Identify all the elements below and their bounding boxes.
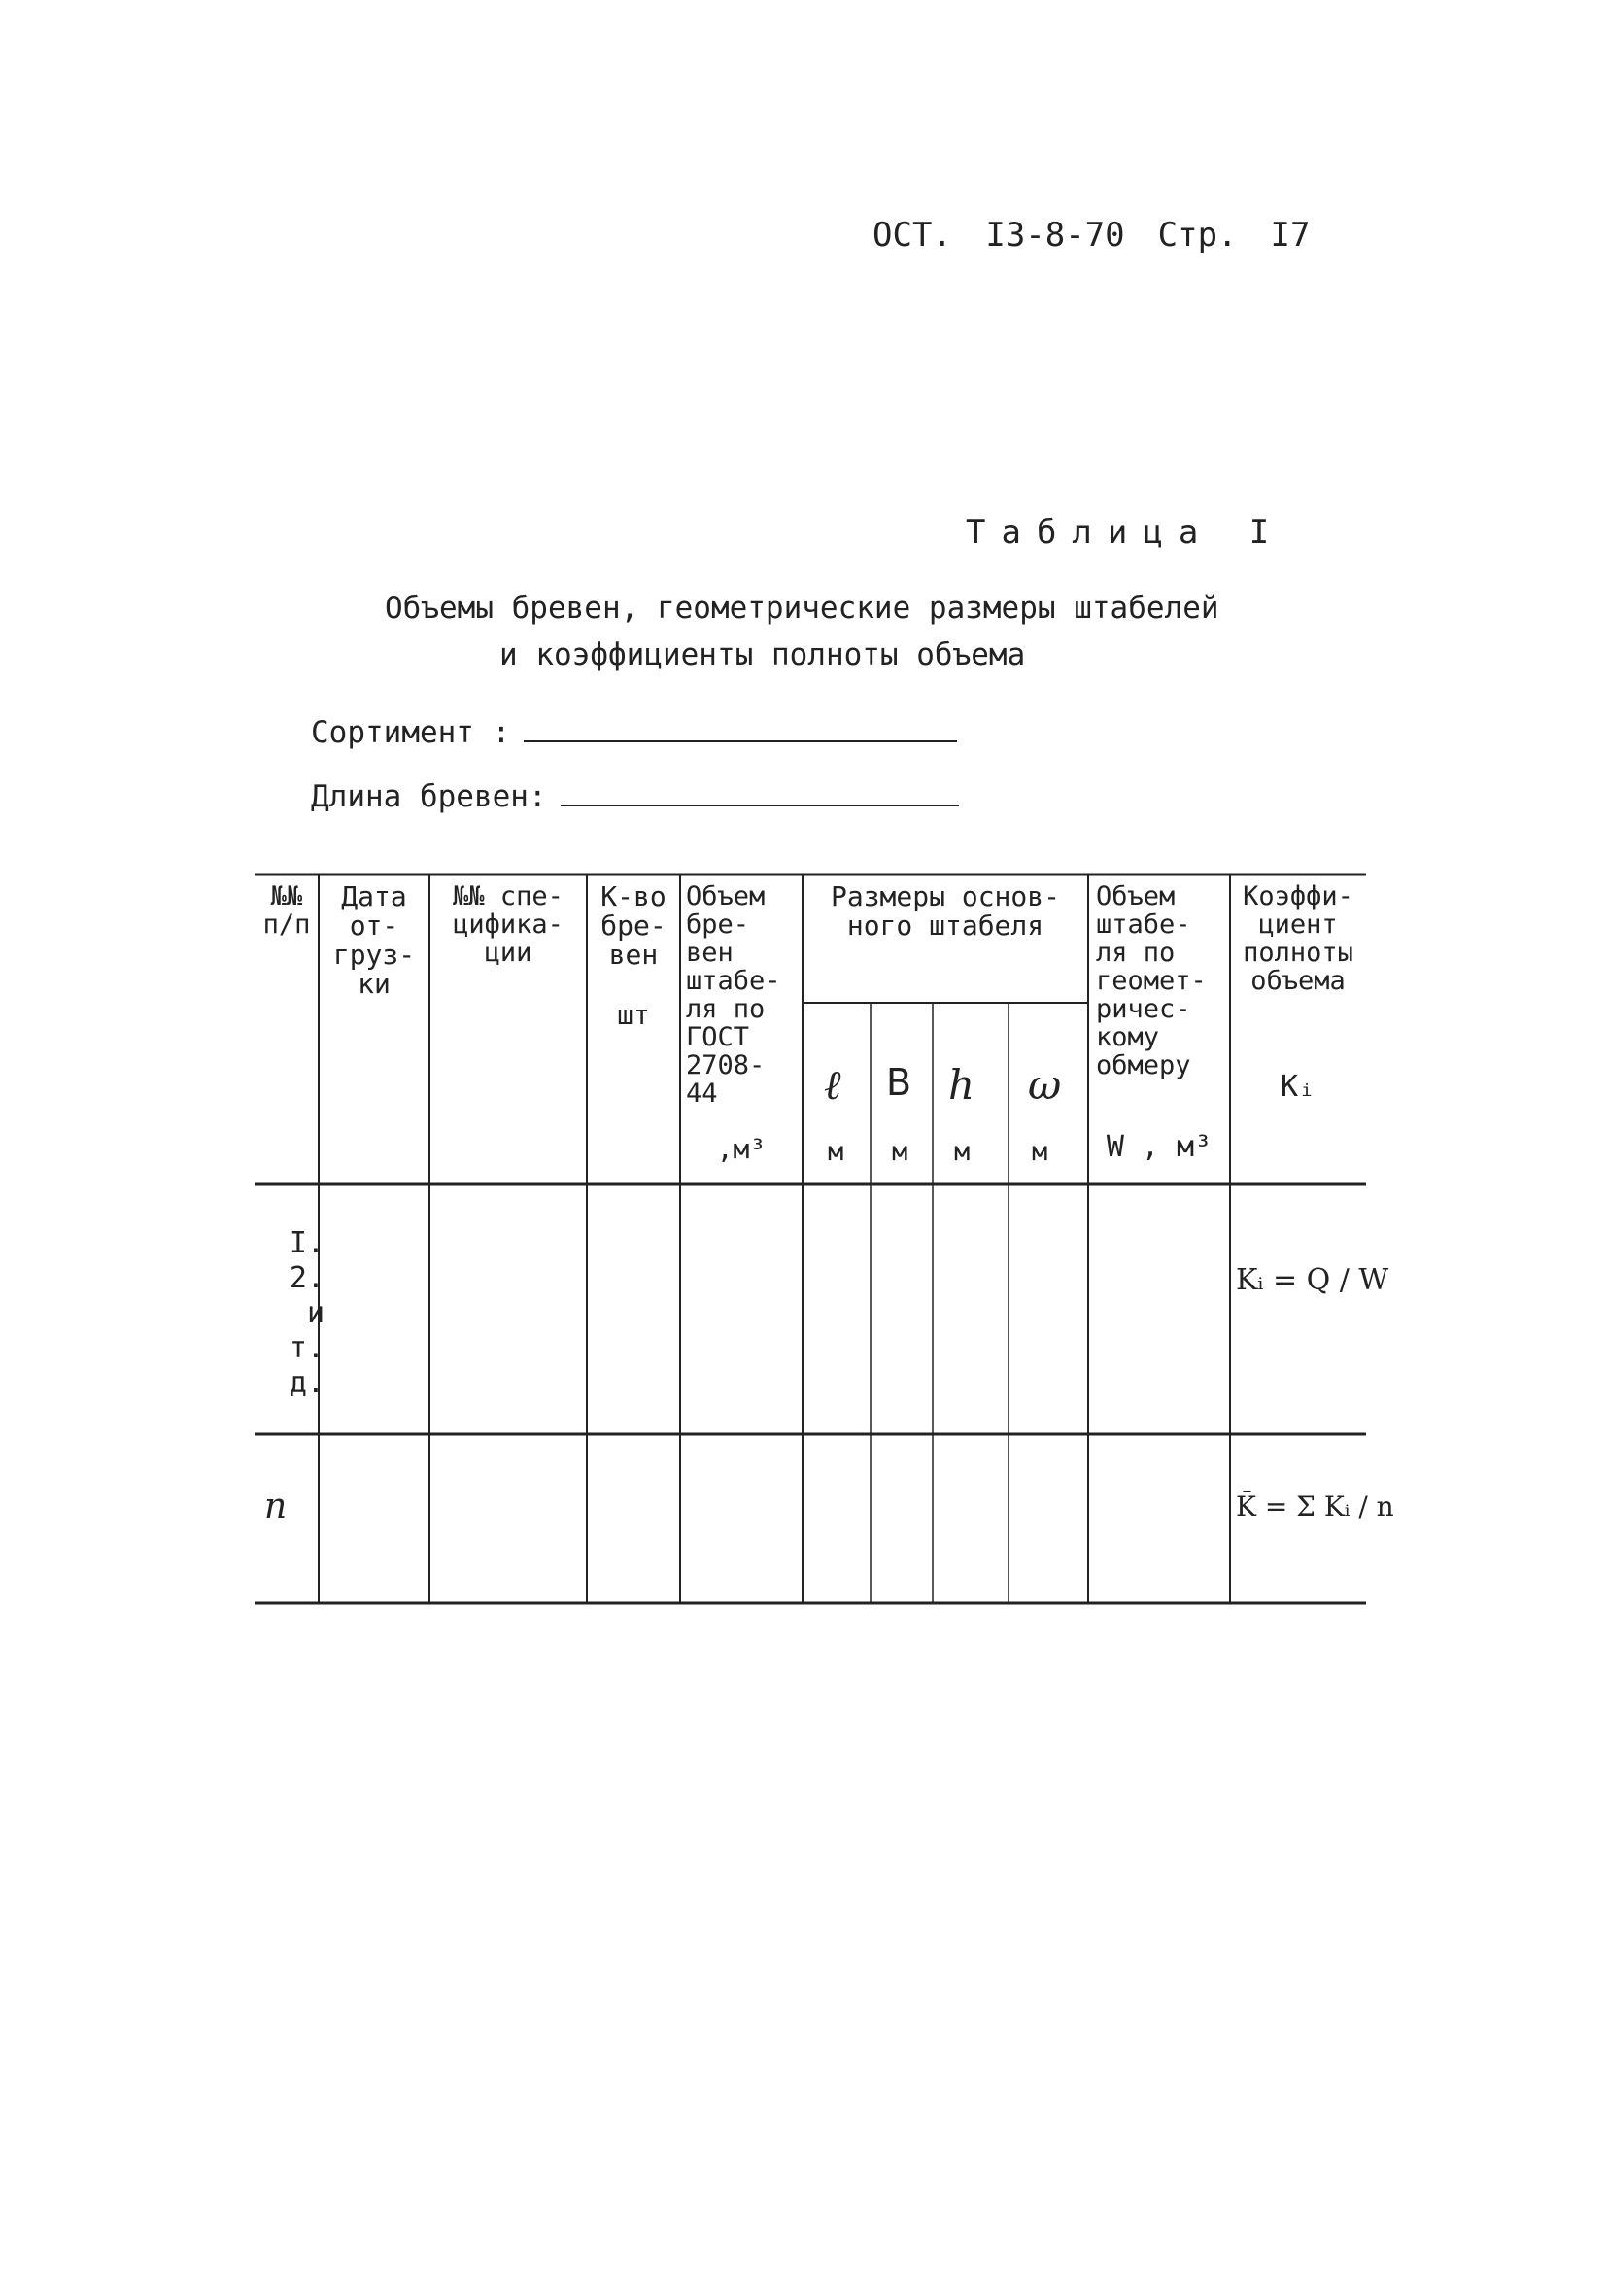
row1-formula: Kᵢ = Q / W <box>1236 1263 1389 1297</box>
row2-formula: K̄ = Σ Kᵢ / n <box>1236 1491 1394 1523</box>
col-header-number: №№ п/п <box>262 881 311 940</box>
dim-l-symbol: ℓ <box>824 1061 841 1109</box>
dim-h-symbol: h <box>948 1061 975 1109</box>
col-header-count-unit: шт <box>617 999 650 1031</box>
dim-b-symbol: B <box>886 1061 912 1104</box>
col-header-geom-volume-unit: W , м³ <box>1106 1130 1213 1164</box>
col-header-dims-group: Размеры основ- ного штабеля <box>830 880 1060 942</box>
col-header-volume: Объем бре- вен штабе- ля по ГОСТ 2708- 44 <box>686 881 781 1109</box>
col-header-geom-volume: Объем штабе- ля по геомет- ричес- кому обмеру <box>1096 881 1207 1080</box>
row1-numbers: I. 2. и т. д. <box>289 1226 325 1400</box>
dim-h-unit: м <box>954 1137 971 1167</box>
table-title-line-1: Объемы бревен, геометрические размеры штабелей <box>385 591 1219 626</box>
col-header-volume-unit: ,м³ <box>716 1133 767 1165</box>
col-header-coef-symbol: Kᵢ <box>1280 1070 1316 1104</box>
dim-l-unit: м <box>828 1137 844 1167</box>
table-title-line-2: и коэффициенты полноты объема <box>499 637 1026 672</box>
doc-code: ОСТ. I3-8-70 <box>872 216 1125 255</box>
col-header-date: Дата от- груз- ки <box>332 880 416 1000</box>
col-header-coef: Коэффи- циент полноты объема <box>1243 881 1353 996</box>
dim-w-unit: м <box>1032 1137 1048 1167</box>
page-prefix: Стр. <box>1157 216 1238 255</box>
assortment-label: Сортимент : <box>311 715 511 750</box>
col-header-spec: №№ спе- цифика- ции <box>453 881 564 968</box>
log-length-label: Длина бревен: <box>311 779 547 814</box>
dim-w-symbol: ω <box>1028 1061 1062 1109</box>
table-label: Таблица I <box>966 513 1285 552</box>
row2-number: n <box>264 1487 288 1526</box>
col-header-count: К-во бре- вен <box>600 880 667 971</box>
dim-b-unit: м <box>892 1137 908 1167</box>
page-number: I7 <box>1270 216 1311 255</box>
